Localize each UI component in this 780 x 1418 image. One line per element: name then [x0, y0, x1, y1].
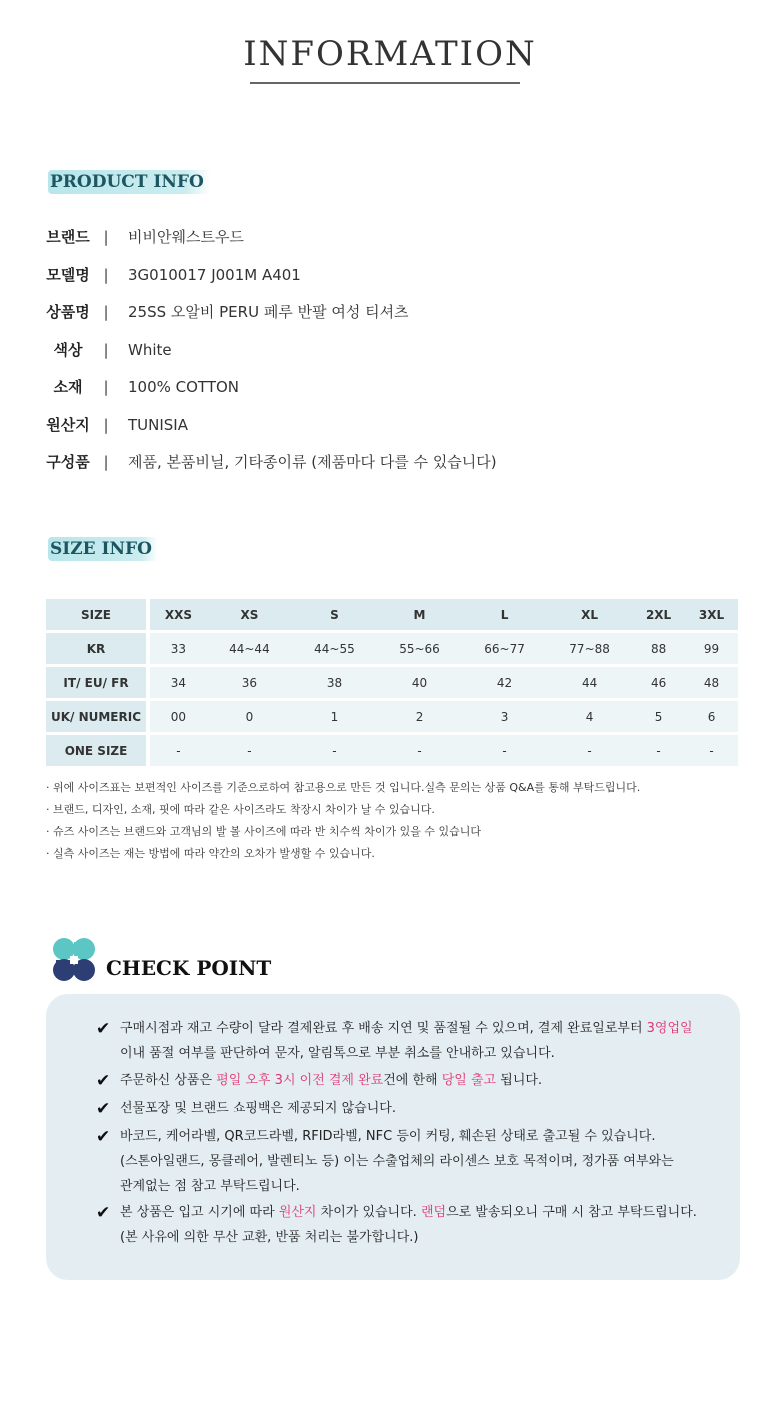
size-cell: 77~88	[547, 633, 632, 664]
size-header-cell: M	[377, 599, 462, 630]
size-cell: 46	[632, 667, 685, 698]
highlight-text: 3영업일	[646, 1021, 693, 1036]
check-point-text: (본 사유에 의한 무산 교환, 반품 처리는 불가합니다.)	[120, 1230, 419, 1245]
info-separator: |	[103, 340, 109, 359]
size-cell: 66~77	[462, 633, 547, 664]
clover-icon	[48, 934, 100, 986]
size-cell: 44~55	[292, 633, 377, 664]
info-separator: |	[103, 228, 109, 246]
info-separator: |	[103, 378, 109, 396]
check-point-line	[120, 1043, 555, 1065]
size-header-cell: XL	[547, 599, 632, 630]
check-point-text: 이내 품절 여부를 판단하여 문자, 알림톡으로 부분 취소를 안내하고 있습니다.	[120, 1046, 555, 1061]
size-row	[46, 633, 738, 664]
size-row-label: KR	[46, 633, 150, 664]
size-cell: -	[462, 735, 547, 766]
page-title: INFORMATION	[243, 34, 537, 74]
info-key: 원산지	[46, 415, 90, 434]
highlight-text: 랜덤	[420, 1205, 447, 1220]
check-point-text: 구매시점과 재고 수량이 달라 결제완료 후 배송 지연 및 품절될 수 있으며, 결제 완료일로부터	[120, 1021, 647, 1036]
size-row	[46, 701, 738, 732]
check-point-line	[120, 1070, 542, 1092]
check-point-text: 됩니다.	[496, 1073, 543, 1088]
size-cell: 55~66	[377, 633, 462, 664]
size-header-row	[46, 599, 738, 630]
size-cell: -	[292, 735, 377, 766]
check-point-text: 주문하신 상품은	[120, 1073, 217, 1088]
checkmark-icon: ✔	[96, 1127, 111, 1147]
size-cell: 34	[150, 667, 207, 698]
info-value: TUNISIA	[128, 415, 188, 434]
info-value: 3G010017 J001M A401	[128, 265, 301, 284]
size-header-cell: S	[292, 599, 377, 630]
info-key: 소재	[53, 378, 83, 396]
size-cell: -	[207, 735, 292, 766]
size-info-heading: SIZE INFO	[48, 537, 158, 561]
info-value: 100% COTTON	[128, 378, 240, 396]
highlight-text: 평일 오후 3시 이전 결제 완료	[216, 1073, 384, 1088]
checkmark-icon: ✔	[96, 1019, 111, 1039]
checkmark-icon: ✔	[96, 1203, 111, 1223]
size-note: · 실측 사이즈는 재는 방법에 따라 약간의 오차가 발생할 수 있습니다.	[46, 847, 375, 860]
check-point-box	[46, 994, 740, 1280]
info-separator: |	[103, 303, 109, 321]
size-cell: 0	[207, 701, 292, 732]
info-separator: |	[103, 265, 109, 284]
info-separator: |	[103, 415, 109, 434]
size-header-cell: L	[462, 599, 547, 630]
highlight-text: 당일 출고	[441, 1073, 497, 1088]
size-cell: -	[377, 735, 462, 766]
checkmark-icon: ✔	[96, 1099, 111, 1119]
size-header-cell: XS	[207, 599, 292, 630]
info-value: 비비안웨스트우드	[128, 228, 244, 246]
info-key: 모델명	[46, 265, 90, 284]
size-note: · 브랜드, 디자인, 소재, 핏에 따라 같은 사이즈라도 착장시 차이가 날 수 있습니다.	[46, 803, 435, 816]
check-point-text: (스톤아일랜드, 몽클레어, 발렌티노 등) 이는 수출업체의 라이센스 보호 목적이며, 정가품 여부와는	[120, 1154, 674, 1169]
check-point-line	[120, 1126, 655, 1148]
highlight-text: 원산지	[278, 1205, 317, 1220]
size-cell: 33	[150, 633, 207, 664]
size-cell: 1	[292, 701, 377, 732]
size-note: · 슈즈 사이즈는 브랜드와 고객님의 발 볼 사이즈에 따라 반 치수씩 차이가 있을 수 있습니다	[46, 825, 481, 838]
size-cell: 42	[462, 667, 547, 698]
size-cell: -	[685, 735, 738, 766]
size-cell: 36	[207, 667, 292, 698]
size-cell: 40	[377, 667, 462, 698]
info-key: 브랜드	[46, 228, 90, 246]
size-cell: 48	[685, 667, 738, 698]
size-cell: 2	[377, 701, 462, 732]
check-point-heading: CHECK POINT	[106, 956, 272, 980]
check-point-text: 선물포장 및 브랜드 쇼핑백은 제공되지 않습니다.	[120, 1101, 396, 1116]
size-cell: 3	[462, 701, 547, 732]
size-cell: -	[632, 735, 685, 766]
info-value: White	[128, 340, 172, 359]
size-cell: 99	[685, 633, 738, 664]
title-underline	[250, 82, 520, 84]
size-header-cell: XXS	[150, 599, 207, 630]
check-point-line	[120, 1098, 396, 1120]
size-cell: 38	[292, 667, 377, 698]
size-row-label: UK/ NUMERIC	[46, 701, 150, 732]
size-row-label: IT/ EU/ FR	[46, 667, 150, 698]
size-cell: 5	[632, 701, 685, 732]
info-key: 색상	[53, 340, 83, 359]
check-point-line	[120, 1018, 693, 1040]
info-key: 구성품	[46, 453, 90, 471]
size-cell: 88	[632, 633, 685, 664]
size-cell: 44~44	[207, 633, 292, 664]
size-row	[46, 735, 738, 766]
product-info-heading: PRODUCT INFO	[48, 170, 210, 194]
size-cell: -	[547, 735, 632, 766]
check-point-text: 관계없는 점 참고 부탁드립니다.	[120, 1179, 300, 1194]
check-point-text: 바코드, 케어라벨, QR코드라벨, RFID라벨, NFC 등이 커팅, 훼손된 상태로 출고될 수 있습니다.	[120, 1129, 656, 1144]
check-point-text: 차이가 있습니다.	[316, 1205, 421, 1220]
size-cell: -	[150, 735, 207, 766]
size-note: · 위에 사이즈표는 보편적인 사이즈를 기준으로하여 참고용으로 만든 것 입니다.실측 문의는 상품 Q&A를 통해 부탁드립니다.	[46, 781, 641, 794]
check-point-line	[120, 1202, 697, 1224]
info-value: 25SS 오알비 PERU 페루 반팔 여성 티셔츠	[128, 303, 409, 321]
check-point-line	[120, 1176, 300, 1198]
size-row	[46, 667, 738, 698]
size-header-cell: 3XL	[685, 599, 738, 630]
size-cell: 44	[547, 667, 632, 698]
check-point-line	[120, 1227, 419, 1249]
check-point-line	[120, 1151, 674, 1173]
size-cell: 00	[150, 701, 207, 732]
size-row-label: ONE SIZE	[46, 735, 150, 766]
info-key: 상품명	[46, 303, 90, 321]
check-point-text: 으로 발송되오니 구매 시 참고 부탁드립니다.	[446, 1205, 697, 1220]
check-point-text: 본 상품은 입고 시기에 따라	[120, 1205, 279, 1220]
size-cell: 4	[547, 701, 632, 732]
size-notes	[46, 777, 746, 865]
size-cell: 6	[685, 701, 738, 732]
checkmark-icon: ✔	[96, 1071, 111, 1091]
size-header-cell: 2XL	[632, 599, 685, 630]
info-value: 제품, 본품비닐, 기타종이류 (제품마다 다를 수 있습니다)	[128, 453, 497, 471]
size-header-label: SIZE	[46, 599, 150, 630]
check-point-text: 건에 한해	[383, 1073, 442, 1088]
info-separator: |	[103, 453, 109, 471]
size-table	[46, 596, 738, 769]
